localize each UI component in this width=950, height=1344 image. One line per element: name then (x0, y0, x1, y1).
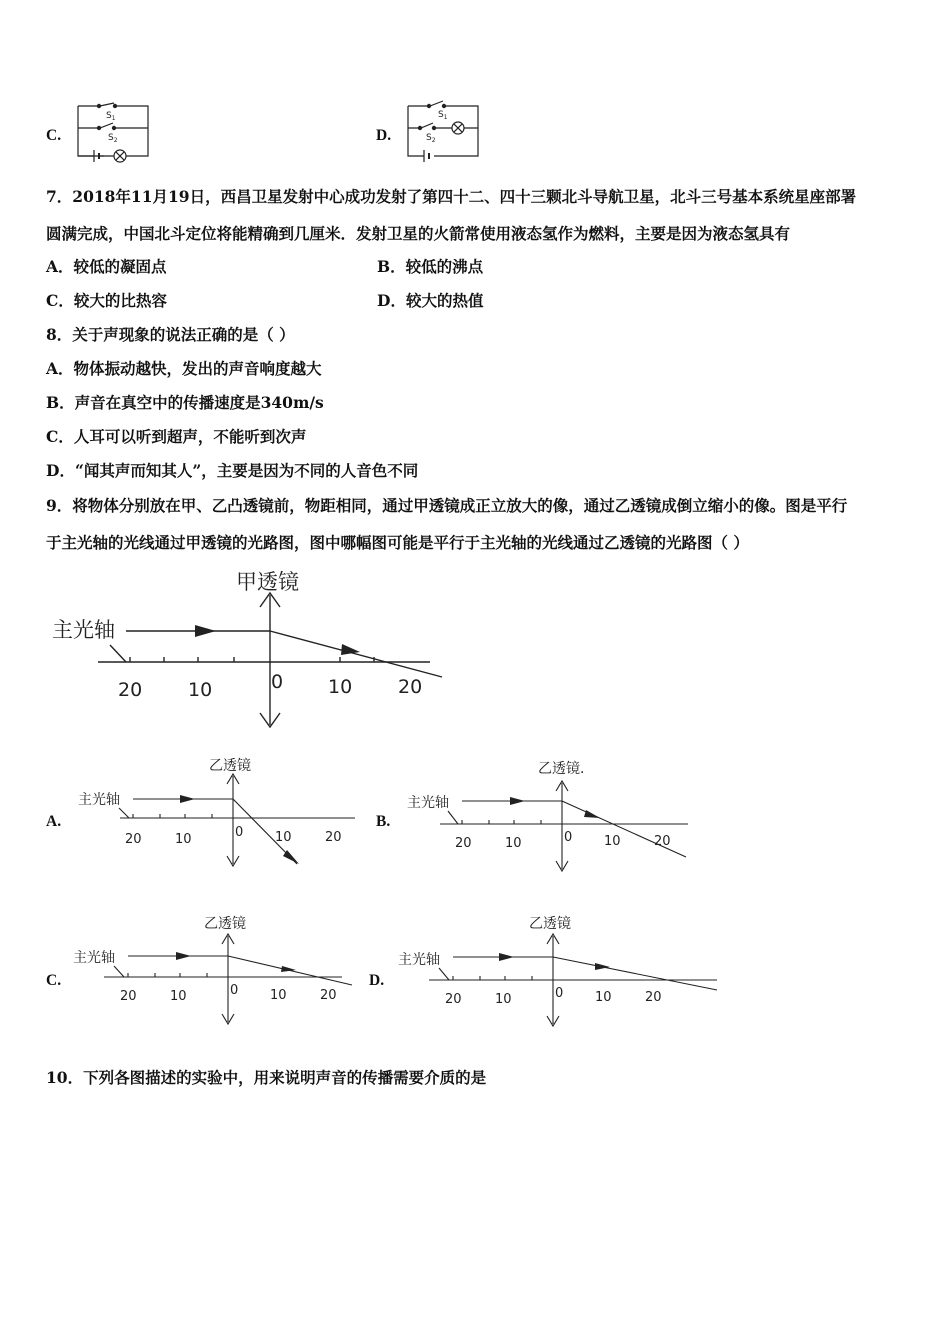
q9-main-lens-diagram (40, 565, 460, 735)
d-ray-arrow-1 (499, 953, 514, 961)
c-tick-20-right: 20 (320, 988, 337, 1003)
q8-option-b: B．声音在真空中的传播速度是340m/s (46, 393, 324, 412)
q7-stem-line1: 7．2018年11月19日，西昌卫星发射中心成功发射了第四十二、四十三颗北斗导航卫星，北斗三号基本系统星座部署 (46, 187, 857, 206)
svg-text:S1 (106, 111, 116, 122)
b-tick-20-right: 20 (654, 834, 671, 849)
q6c-s1-sub: 1 (111, 115, 116, 122)
q6-option-d-letter: D. (376, 127, 392, 144)
d-tick-0: 0 (555, 986, 564, 1001)
main-ray-arrow-1 (195, 625, 216, 637)
q6-option-c-letter: C. (46, 127, 62, 144)
c-ray-arrow-1 (176, 952, 191, 960)
q6-circuit-c-diagram (70, 98, 154, 164)
b-ray-arrow-2 (584, 810, 600, 818)
q8-option-a: A．物体振动越快，发出的声音响度越大 (46, 359, 322, 378)
q9-stem-line1: 9．将物体分别放在甲、乙凸透镜前，物距相同，通过甲透镜成正立放大的像，通过乙透镜成倒立缩小的像。图是平行 (46, 496, 848, 515)
q6c-s2-sub: 2 (113, 137, 118, 144)
b-tick-10-right: 10 (604, 834, 621, 849)
b-tick-0: 0 (564, 830, 573, 845)
q6d-s1-sub: 1 (443, 114, 448, 121)
b-tick-20-left: 20 (455, 836, 472, 851)
q7-option-d: D．较大的热值 (377, 291, 484, 310)
q6d-s1-label: S (438, 110, 444, 120)
q9-stem-line2: 于主光轴的光线通过甲透镜的光路图，图中哪幅图可能是平行于主光轴的光线通过乙透镜的光路图（ ） (46, 533, 749, 552)
q8-option-c: C．人耳可以听到超声，不能听到次声 (46, 427, 307, 446)
a-tick-10-right: 10 (275, 830, 292, 845)
c-axis-label: 主光轴 (73, 950, 115, 966)
svg-text:S1 (438, 110, 448, 121)
b-axis-label: 主光轴 (407, 795, 449, 811)
main-tick-20-right: 20 (398, 676, 423, 698)
main-tick-10-left: 10 (188, 679, 213, 701)
a-tick-20-left: 20 (125, 832, 142, 847)
svg-text:S2 (108, 133, 118, 144)
d-axis-label: 主光轴 (398, 952, 440, 968)
main-axis-label: 主光轴 (52, 618, 115, 642)
a-ray-arrow-1 (180, 795, 195, 803)
q7-option-a: A．较低的凝固点 (46, 257, 167, 276)
c-tick-20-left: 20 (120, 989, 137, 1004)
d-tick-20-left: 20 (445, 992, 462, 1007)
q7-stem-line2: 圆满完成，中国北斗定位将能精确到几厘米．发射卫星的火箭常使用液态氢作为燃料，主要是因为液态氢具有 (46, 224, 791, 243)
a-tick-10-left: 10 (175, 832, 192, 847)
a-axis-label: 主光轴 (78, 792, 120, 808)
q9-option-b-diagram (404, 755, 694, 873)
main-lens-label: 甲透镜 (236, 570, 299, 594)
a-tick-0: 0 (235, 825, 244, 840)
main-tick-10-right: 10 (328, 676, 353, 698)
q6d-s2-sub: 2 (431, 137, 436, 144)
q8-stem: 8．关于声现象的说法正确的是（ ） (46, 325, 295, 344)
b-ray-arrow-1 (510, 797, 525, 805)
q9-option-c-letter: C. (46, 972, 62, 989)
q9-option-c-diagram (70, 910, 360, 1028)
q9-option-a-diagram (75, 752, 365, 870)
c-tick-10-left: 10 (170, 989, 187, 1004)
c-tick-10-right: 10 (270, 988, 287, 1003)
d-tick-20-right: 20 (645, 990, 662, 1005)
c-lens-label: 乙透镜 (204, 916, 246, 932)
q6d-s2-label: S (426, 133, 432, 143)
d-ray-arrow-2 (595, 963, 610, 970)
d-tick-10-left: 10 (495, 992, 512, 1007)
b-lens-label: 乙透镜. (538, 761, 585, 777)
a-tick-20-right: 20 (325, 830, 342, 845)
c-tick-0: 0 (230, 983, 239, 998)
svg-text:S2 (426, 133, 436, 144)
q7-option-c: C．较大的比热容 (46, 291, 167, 310)
a-lens-label: 乙透镜 (209, 758, 251, 774)
main-tick-0: 0 (271, 671, 284, 693)
b-tick-10-left: 10 (505, 836, 522, 851)
q6c-s2-label: S (108, 133, 114, 143)
q9-option-b-letter: B. (376, 813, 391, 830)
q10-stem: 10．下列各图描述的实验中，用来说明声音的传播需要介质的是 (46, 1068, 487, 1087)
q9-option-a-letter: A. (46, 813, 62, 830)
q9-option-d-diagram (395, 910, 725, 1030)
main-tick-20-left: 20 (118, 679, 143, 701)
main-ray-arrow-2 (341, 644, 360, 655)
q6c-s1-label: S (106, 111, 112, 121)
d-tick-10-right: 10 (595, 990, 612, 1005)
q9-option-d-letter: D. (369, 972, 385, 989)
q7-option-b: B．较低的沸点 (377, 257, 484, 276)
d-lens-label: 乙透镜 (529, 916, 571, 932)
q8-option-d: D．“闻其声而知其人”，主要是因为不同的人音色不同 (46, 461, 419, 480)
q6-circuit-d-diagram (400, 98, 484, 164)
